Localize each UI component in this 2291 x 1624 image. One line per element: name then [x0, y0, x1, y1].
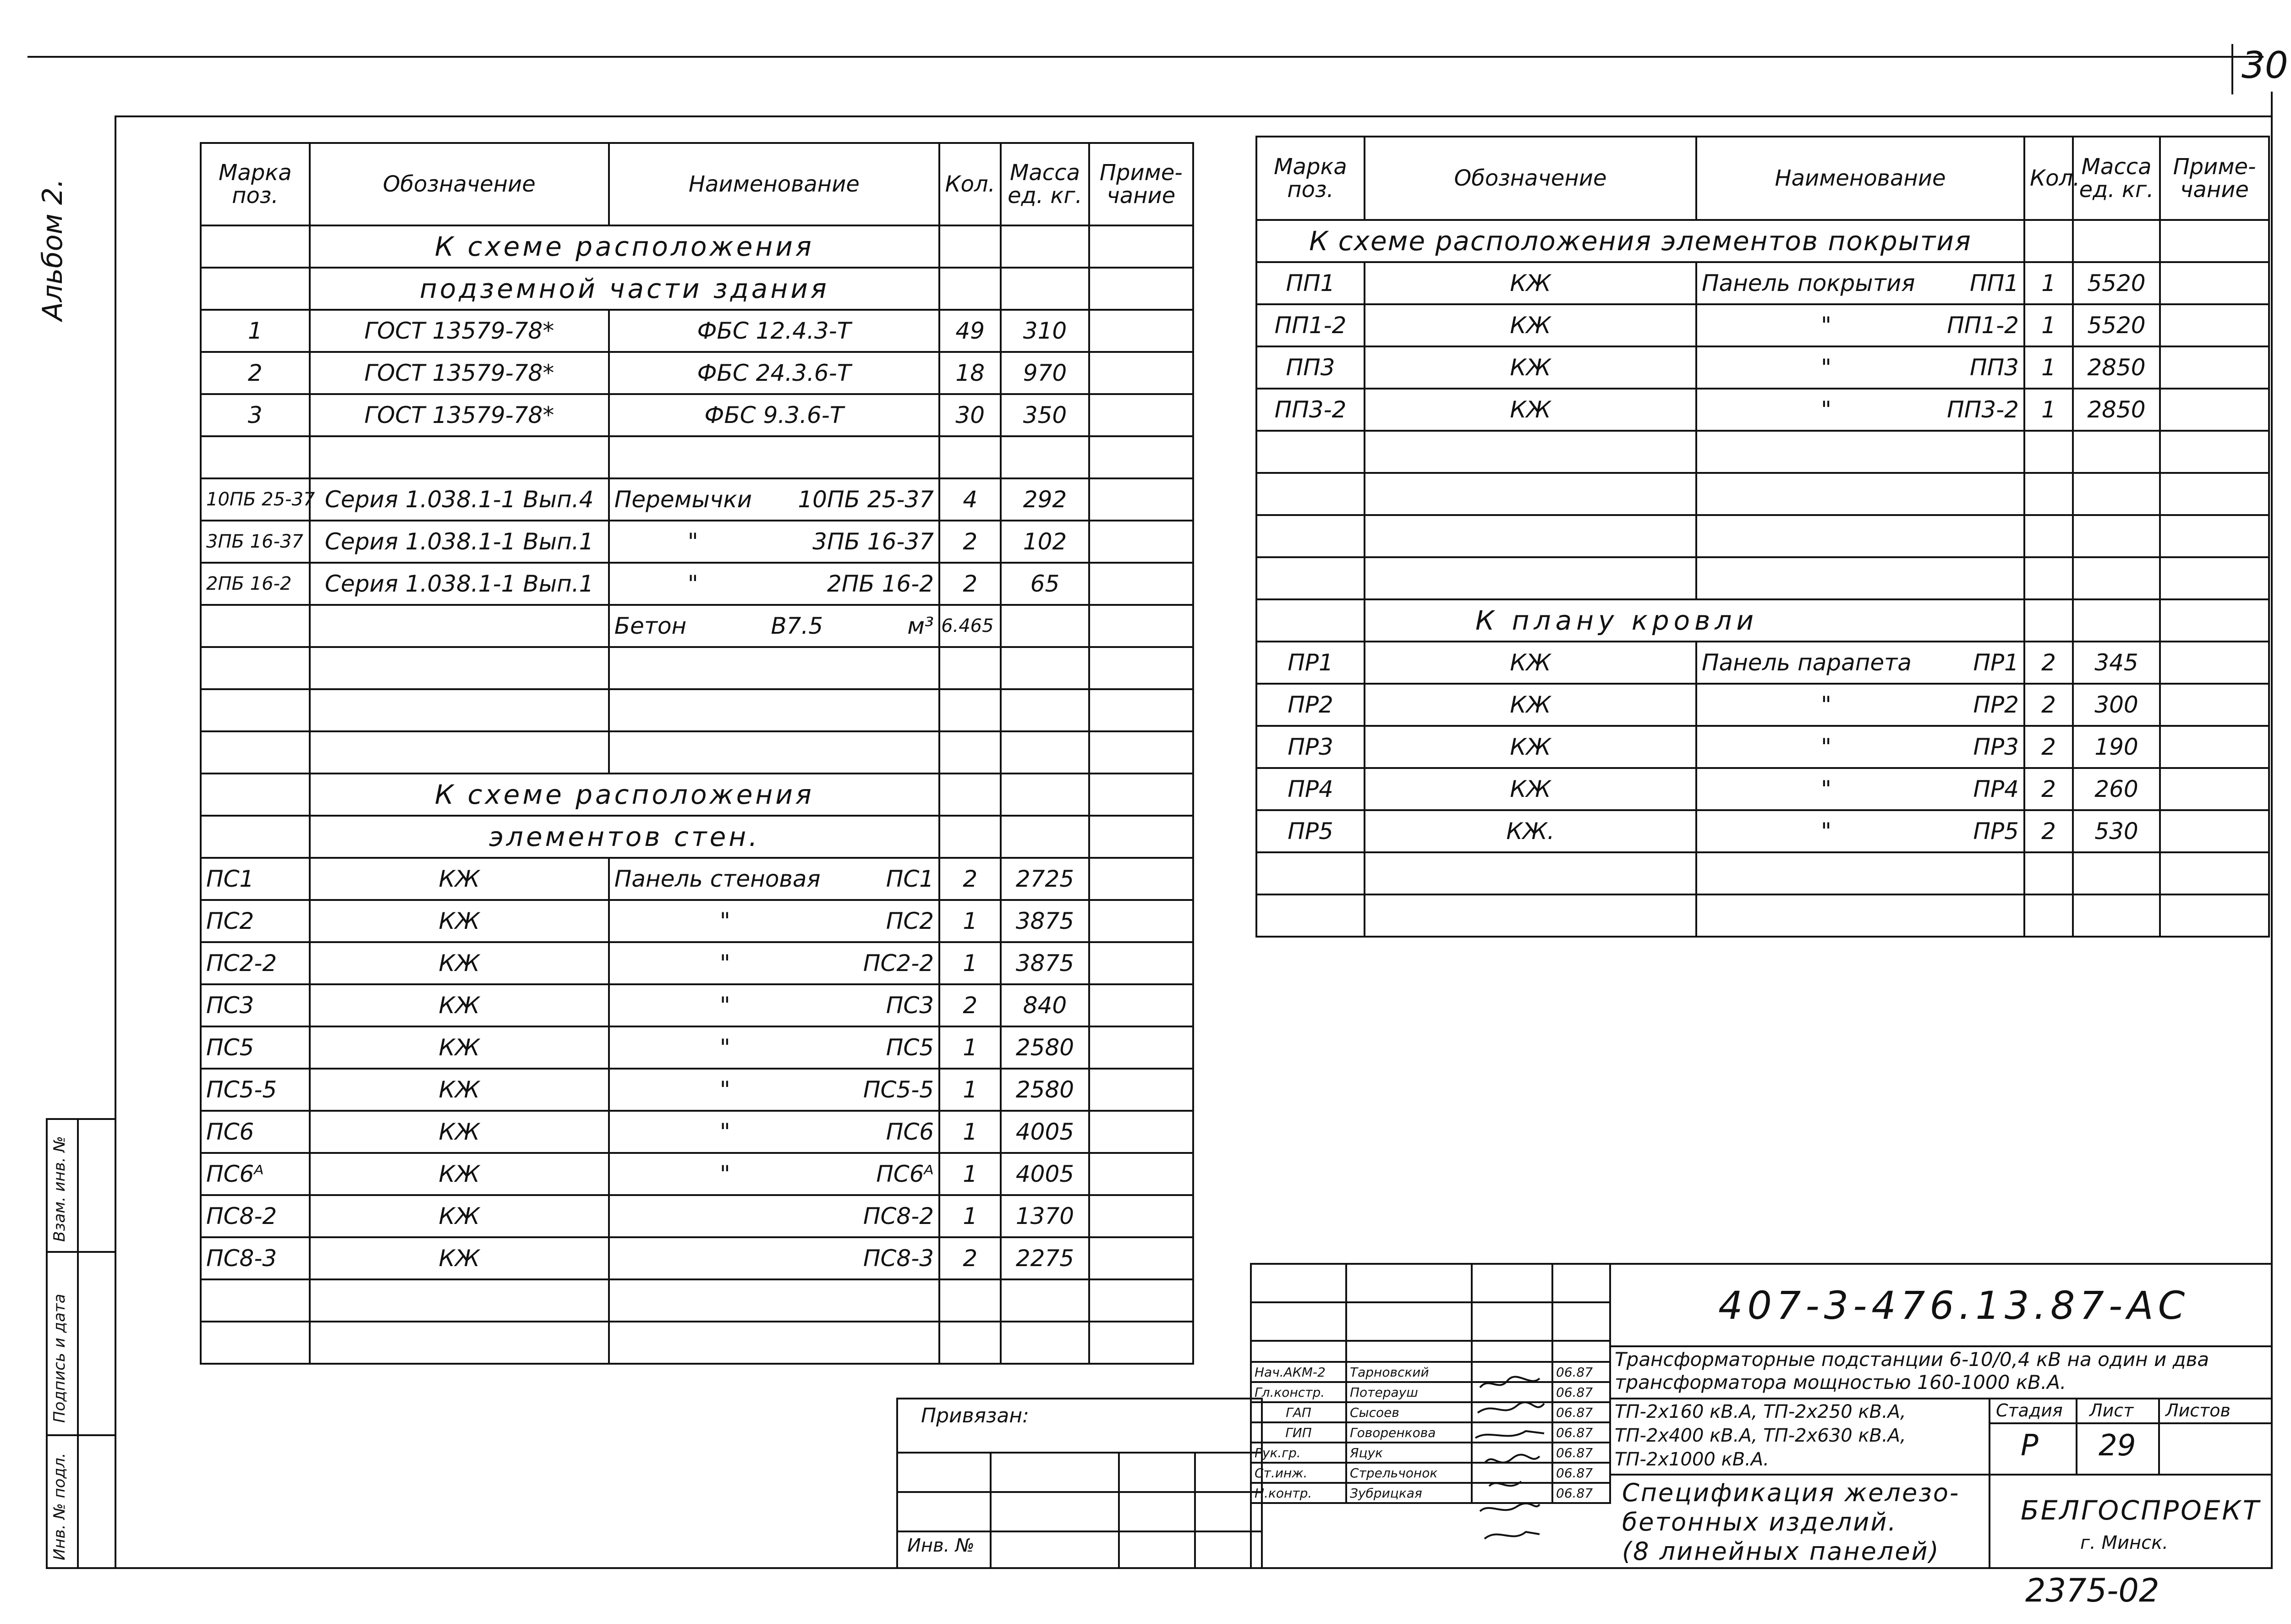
empty-row — [201, 1279, 1193, 1322]
table-row: ПР1 КЖ Панель парапета ПР1 2 345 — [1256, 642, 2269, 684]
table-row: ПС6ᴬ КЖ " ПС6ᴬ 1 4005 — [201, 1153, 1193, 1195]
side-stamp-rule-1 — [46, 1251, 116, 1253]
bottom-archive-number: 2375-02 — [2025, 1572, 2159, 1609]
table-row: 1 ГОСТ 13579-78* ФБС 12.4.3-Т 49 310 — [201, 310, 1193, 352]
right-h-designation: Обозначение — [1365, 137, 1696, 220]
right-section2: К плану кровли — [1256, 599, 2269, 642]
concrete-row: Бетон В7.5 м³ 6.465 — [201, 605, 1193, 647]
table-row: 3 ГОСТ 13579-78* ФБС 9.3.6-Т 30 350 — [201, 394, 1193, 436]
left-h-designation: Обозначение — [310, 143, 609, 225]
sig-empty-row — [1251, 1302, 1610, 1341]
empty-row — [201, 689, 1193, 731]
right-h-name: Наименование — [1696, 137, 2024, 220]
table-row: ПС8-2 КЖ ПС8-2 1 1370 — [201, 1195, 1193, 1237]
table-row: ПП1 КЖ Панель покрытия ПП1 1 5520 — [1256, 262, 2269, 304]
left-section2-line1: К схеме расположения — [201, 774, 1193, 816]
table-row: 2ПБ 16-2 Серия 1.038.1-1 Вып.1 " 2ПБ 16-2 2 65 — [201, 563, 1193, 605]
table-row: ПР3 КЖ " ПР3 2 190 — [1256, 726, 2269, 768]
left-section1-line1: К схеме расположения — [201, 225, 1193, 268]
left-h-mass: Масса ед. кг. — [1001, 143, 1089, 225]
table-row: ПС3 КЖ " ПС3 2 840 — [201, 984, 1193, 1026]
privyazan-rule-3 — [896, 1531, 1263, 1532]
stage-value: Р — [2021, 1429, 2039, 1463]
signer-row: ГИП Говоренкова 06.87 — [1251, 1422, 1610, 1443]
table-row: 2 ГОСТ 13579-78* ФБС 24.3.6-Т 18 970 — [201, 352, 1193, 394]
empty-row — [1256, 515, 2269, 557]
left-section1-line2: подземной части здания — [201, 268, 1193, 310]
sheets-label: Листов — [2165, 1400, 2231, 1421]
signer-row: Гл.констр. Потерауш 06.87 — [1251, 1382, 1610, 1402]
sig-empty-row — [1251, 1341, 1610, 1362]
inv-number-label: Инв. № — [907, 1535, 975, 1556]
table-row: ПП1-2 КЖ " ПП1-2 1 5520 — [1256, 304, 2269, 346]
table-row: 10ПБ 25-37 Серия 1.038.1-1 Вып.4 Перемычки 10ПБ 25-37 4 292 — [201, 478, 1193, 521]
table-row: ПП3 КЖ " ПП3 1 2850 — [1256, 346, 2269, 389]
tb-rule-variants — [1609, 1474, 2273, 1476]
side-stamp-rule-2 — [46, 1434, 116, 1436]
left-h-mark: Марка поз. — [201, 143, 310, 225]
privyazan-label: Привязан: — [921, 1404, 1029, 1427]
empty-row — [201, 647, 1193, 689]
frame-top — [115, 115, 2273, 117]
side-stamp-inv-label: Инв. № подл. — [50, 1453, 69, 1560]
signer-row: Н.контр. Зубрицкая 06.87 — [1251, 1483, 1610, 1503]
document-code: 407-3-476.13.87-АС — [1718, 1283, 2190, 1328]
empty-row — [201, 436, 1193, 478]
left-h-name: Наименование — [609, 143, 939, 225]
empty-row — [1256, 557, 2269, 599]
table-row: 3ПБ 16-37 Серия 1.038.1-1 Вып.1 " 3ПБ 16-37 2 102 — [201, 521, 1193, 563]
empty-row — [1256, 431, 2269, 473]
table-row: ПП3-2 КЖ " ПП3-2 1 2850 — [1256, 389, 2269, 431]
table-row: ПС2 КЖ " ПС2 1 3875 — [201, 900, 1193, 942]
side-stamp-sign-label: Подпись и дата — [50, 1294, 69, 1423]
variant-line-1: ТП-2х160 кВ.А, ТП-2х250 кВ.А, — [1615, 1401, 1906, 1422]
right-h-note: Приме- чание — [2160, 137, 2269, 220]
right-section1: К схеме расположения элементов покрытия — [1256, 220, 2269, 262]
left-h-note: Приме- чание — [1089, 143, 1193, 225]
privyazan-rule-1 — [896, 1452, 1263, 1454]
empty-row — [1256, 852, 2269, 894]
organization-name: БЕЛГОСПРОЕКТ — [2021, 1495, 2261, 1526]
empty-row — [1256, 894, 2269, 937]
table-row: ПР5 КЖ. " ПР5 2 530 — [1256, 810, 2269, 852]
empty-row — [201, 731, 1193, 774]
side-stamp-divider — [77, 1118, 79, 1569]
right-h-mark: Марка поз. — [1256, 137, 1365, 220]
sheet-title-1: Спецификация железо- — [1622, 1478, 1960, 1507]
stage-label: Стадия — [1996, 1400, 2063, 1421]
right-header-row — [1256, 137, 2269, 220]
signer-row: Рук.гр. Яцук 06.87 — [1251, 1443, 1610, 1463]
empty-row — [1256, 473, 2269, 515]
sheet-label: Лист — [2089, 1400, 2134, 1421]
table-row: ПС2-2 КЖ " ПС2-2 1 3875 — [201, 942, 1193, 984]
album-label: Альбом 2. — [37, 178, 69, 321]
sheet-title-3: (8 линейных панелей) — [1622, 1537, 1940, 1566]
signer-row: Нач.АКМ-2 Тарновский 06.87 — [1251, 1362, 1610, 1382]
signature-table — [1250, 1263, 1611, 1504]
privyazan-rule-2 — [896, 1491, 1263, 1493]
left-section2-line2: элементов стен. — [201, 816, 1193, 858]
tb-rule-stage-header — [1989, 1422, 2273, 1424]
sig-empty-row — [1251, 1264, 1610, 1302]
sheet-title-2: бетонных изделий. — [1622, 1508, 1897, 1536]
page-number-box-left — [2231, 44, 2233, 94]
project-title: Трансформаторные подстанции 6-10/0,4 кВ на один и два трансформатора мощностью 160-1000 кВ.А. — [1615, 1348, 2209, 1394]
signature-scribbles — [1471, 1374, 1551, 1566]
variant-line-3: ТП-2х1000 кВ.А. — [1615, 1449, 1769, 1470]
table-row: ПС5-5 КЖ " ПС5-5 1 2580 — [201, 1069, 1193, 1111]
right-h-qty: Кол. — [2024, 137, 2073, 220]
tb-rule-title — [1609, 1398, 2273, 1399]
sheet-number: 29 — [2099, 1429, 2136, 1463]
organization-city: г. Минск. — [2080, 1532, 2168, 1553]
left-spec-table — [200, 142, 1194, 1365]
right-h-mass: Масса ед. кг. — [2073, 137, 2160, 220]
tb-col-sheet — [2076, 1398, 2077, 1474]
left-h-qty: Кол. — [939, 143, 1001, 225]
variant-line-2: ТП-2х400 кВ.А, ТП-2х630 кВ.А, — [1615, 1425, 1906, 1446]
tb-col-sheets — [2158, 1398, 2160, 1474]
table-row: ПС1 КЖ Панель стеновая ПС1 2 2725 — [201, 858, 1193, 900]
privyazan-col-2 — [1118, 1452, 1120, 1569]
left-header-row — [201, 143, 1193, 225]
side-stamp-replace-label: Взам. инв. № — [50, 1136, 69, 1242]
privyazan-col-1 — [990, 1452, 992, 1569]
table-row: ПР4 КЖ " ПР4 2 260 — [1256, 768, 2269, 810]
signer-row: ГАП Сысоев 06.87 — [1251, 1402, 1610, 1422]
table-row: ПР2 КЖ " ПР2 2 300 — [1256, 684, 2269, 726]
table-row: ПС8-3 КЖ ПС8-3 2 2275 — [201, 1237, 1193, 1279]
top-rule — [27, 56, 2264, 58]
table-row: ПС6 КЖ " ПС6 1 4005 — [201, 1111, 1193, 1153]
table-row: ПС5 КЖ " ПС5 1 2580 — [201, 1026, 1193, 1069]
tb-rule-code — [1609, 1345, 2273, 1347]
page-number: 30 — [2242, 44, 2288, 87]
privyazan-col-3 — [1194, 1452, 1196, 1569]
empty-row — [201, 1322, 1193, 1364]
right-spec-table — [1255, 136, 2270, 938]
signer-row: Ст.инж. Стрельчонок 06.87 — [1251, 1463, 1610, 1483]
